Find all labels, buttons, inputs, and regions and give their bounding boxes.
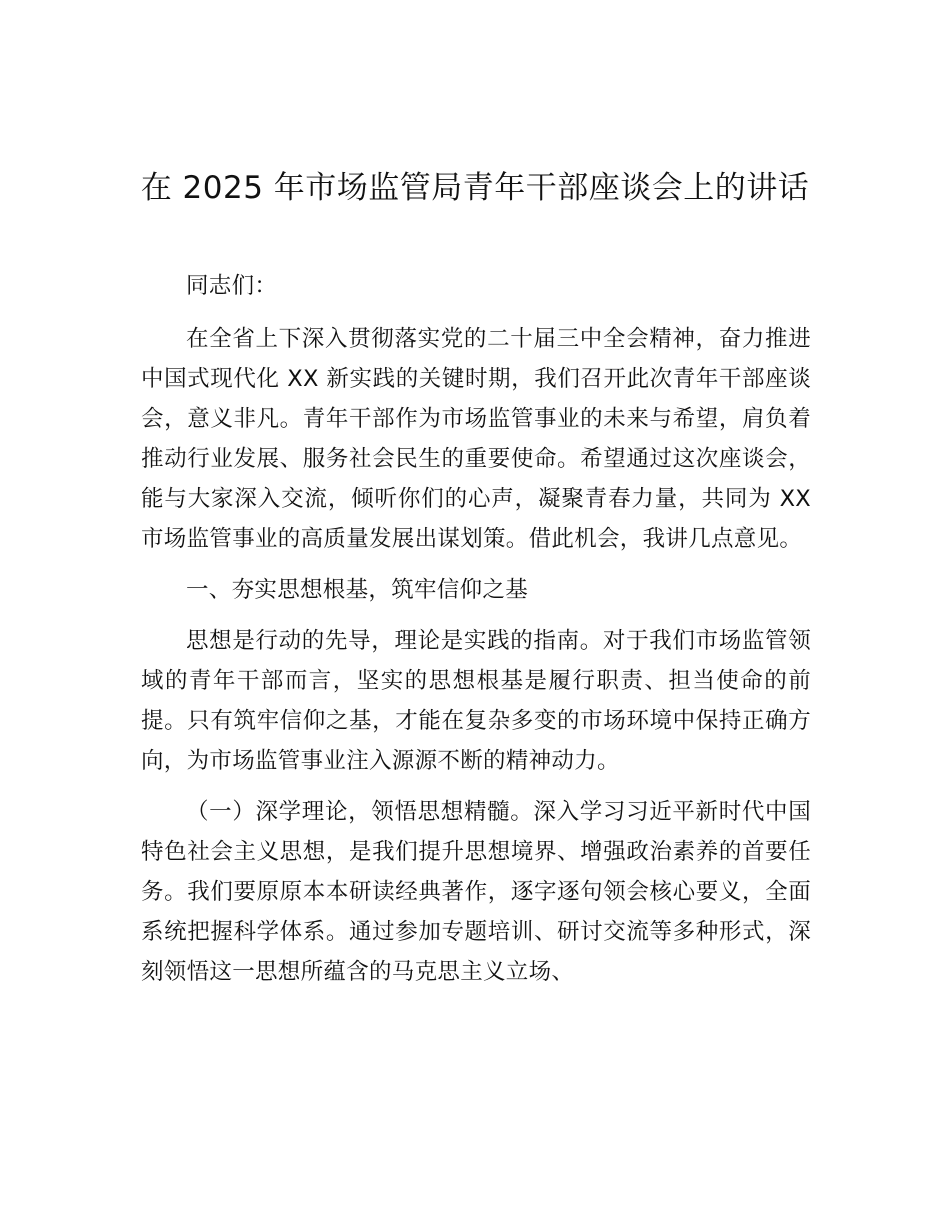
paragraph-section-1: 思想是行动的先导，理论是实践的指南。对于我们市场监管领域的青年干部而言，坚实的思想根基是履行职责、担当使命的前提。只有筑牢信仰之基，才能在复杂多变的市场环境中保持正确方向，为市场监管事业注入源源不断的精神动力。: [141, 628, 811, 774]
paragraph-subsection-1: （一）深学理论，领悟思想精髓。深入学习习近平新时代中国特色社会主义思想，是我们提升思想境界、增强政治素养的首要任务。我们要原原本本研读经典著作，逐字逐句领会核心要义，全面系统把握科学体系。通过参加专题培训、研讨交流等多种形式，深刻领悟这一思想所蕴含的马克思主义立场、: [141, 799, 811, 985]
paragraph-intro: 在全省上下深入贯彻落实党的二十届三中全会精神，奋力推进中国式现代化 XX 新实践的关键时期，我们召开此次青年干部座谈会，意义非凡。青年干部作为市场监管事业的未来与希望，肩负着推动行业发展、服务社会民生的重要使命。希望通过这次座谈会，能与大家深入交流，倾听你们的心声，凝聚青春力量，共同为 XX 市场监管事业的高质量发展出谋划策。借此机会，我讲几点意见。: [141, 326, 811, 552]
document-body: [141, 266, 811, 1003]
section-heading-1: 一、夯实思想根基，筑牢信仰之基: [186, 577, 529, 603]
document-title: 在 2025 年市场监管局青年干部座谈会上的讲话: [140, 170, 810, 206]
greeting: 同志们：: [186, 273, 278, 299]
